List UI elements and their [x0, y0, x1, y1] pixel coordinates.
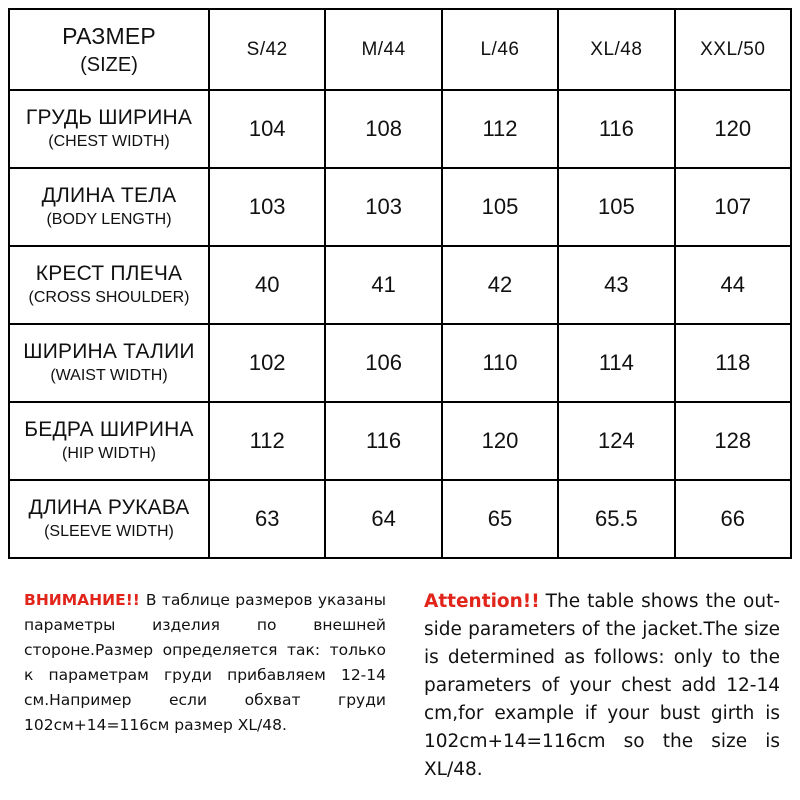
value-cell: 116: [325, 402, 441, 480]
value-cell: 65: [442, 480, 558, 558]
row-label-main: КРЕСТ ПЛЕЧА: [35, 262, 183, 285]
value-cell: 120: [442, 402, 558, 480]
row-label-cell: [9, 402, 209, 480]
row-label-main: ГРУДЬ ШИРИНА: [25, 106, 193, 129]
value-cell: 65.5: [558, 480, 674, 558]
value-cell: 103: [209, 168, 325, 246]
table-row: [9, 90, 791, 168]
size-header-cell: M/44: [325, 9, 441, 90]
row-label-main: ДЛИНА РУКАВА: [28, 496, 190, 519]
value-cell: 128: [675, 402, 791, 480]
table-row: [9, 480, 791, 558]
value-cell: 103: [325, 168, 441, 246]
value-cell: 41: [325, 246, 441, 324]
note-text-ru: В таблице размеров указаны параметры изделия по внешней стороне.Размер определяется так: только к параметрам груди прибавляем 12-14 см.Например если обхват груди 102см+14=116см размер XL/48.: [24, 591, 386, 734]
row-label-cell: [9, 480, 209, 558]
value-cell: 105: [442, 168, 558, 246]
note-english: [424, 588, 780, 784]
value-cell: 102: [209, 324, 325, 402]
value-cell: 64: [325, 480, 441, 558]
value-cell: 116: [558, 90, 674, 168]
row-label-main: ШИРИНА ТАЛИИ: [23, 340, 195, 363]
value-cell: 43: [558, 246, 674, 324]
value-cell: 42: [442, 246, 558, 324]
table-row: [9, 402, 791, 480]
header-label-cell: [9, 9, 209, 90]
table-row: [9, 168, 791, 246]
size-header-cell: S/42: [209, 9, 325, 90]
value-cell: 112: [209, 402, 325, 480]
row-label-sub: (BODY LENGTH): [46, 211, 172, 228]
value-cell: 124: [558, 402, 674, 480]
value-cell: 107: [675, 168, 791, 246]
row-label-sub: (CHEST WIDTH): [48, 133, 170, 150]
row-label-sub: (WAIST WIDTH): [50, 367, 168, 384]
header-label-main: РАЗМЕР: [62, 22, 156, 49]
row-label-main: ДЛИНА ТЕЛА: [41, 184, 177, 207]
size-header-cell: XL/48: [558, 9, 674, 90]
value-cell: 118: [675, 324, 791, 402]
row-label-sub: (SLEEVE WIDTH): [44, 523, 174, 540]
row-label-cell: [9, 168, 209, 246]
row-label-cell: [9, 90, 209, 168]
value-cell: 66: [675, 480, 791, 558]
row-label-sub: (HIP WIDTH): [62, 445, 156, 462]
note-text-en: The table shows the out-side parameters of the jacket.The size is determined as follows: only to the parameters of your chest add 12-14 cm,for example if your bust girth is 102cm+14=116cm so the size is XL/48.: [424, 591, 780, 780]
value-cell: 44: [675, 246, 791, 324]
size-header-cell: L/46: [442, 9, 558, 90]
value-cell: 63: [209, 480, 325, 558]
table-header-row: [9, 9, 791, 90]
row-label-main: БЕДРА ШИРИНА: [24, 418, 194, 441]
size-header-cell: XXL/50: [675, 9, 791, 90]
table-row: [9, 246, 791, 324]
header-label-sub: (SIZE): [80, 53, 138, 76]
value-cell: 112: [442, 90, 558, 168]
value-cell: 120: [675, 90, 791, 168]
row-label-sub: (CROSS SHOULDER): [28, 289, 190, 306]
size-table: [8, 8, 792, 559]
value-cell: 104: [209, 90, 325, 168]
value-cell: 105: [558, 168, 674, 246]
row-label-cell: [9, 246, 209, 324]
value-cell: 106: [325, 324, 441, 402]
value-cell: 110: [442, 324, 558, 402]
note-russian: [24, 588, 386, 738]
value-cell: 40: [209, 246, 325, 324]
warning-label-en: Attention!!: [424, 591, 540, 612]
value-cell: 114: [558, 324, 674, 402]
row-label-cell: [9, 324, 209, 402]
table-row: [9, 324, 791, 402]
value-cell: 108: [325, 90, 441, 168]
warning-label-ru: ВНИМАНИЕ!!: [24, 591, 140, 609]
